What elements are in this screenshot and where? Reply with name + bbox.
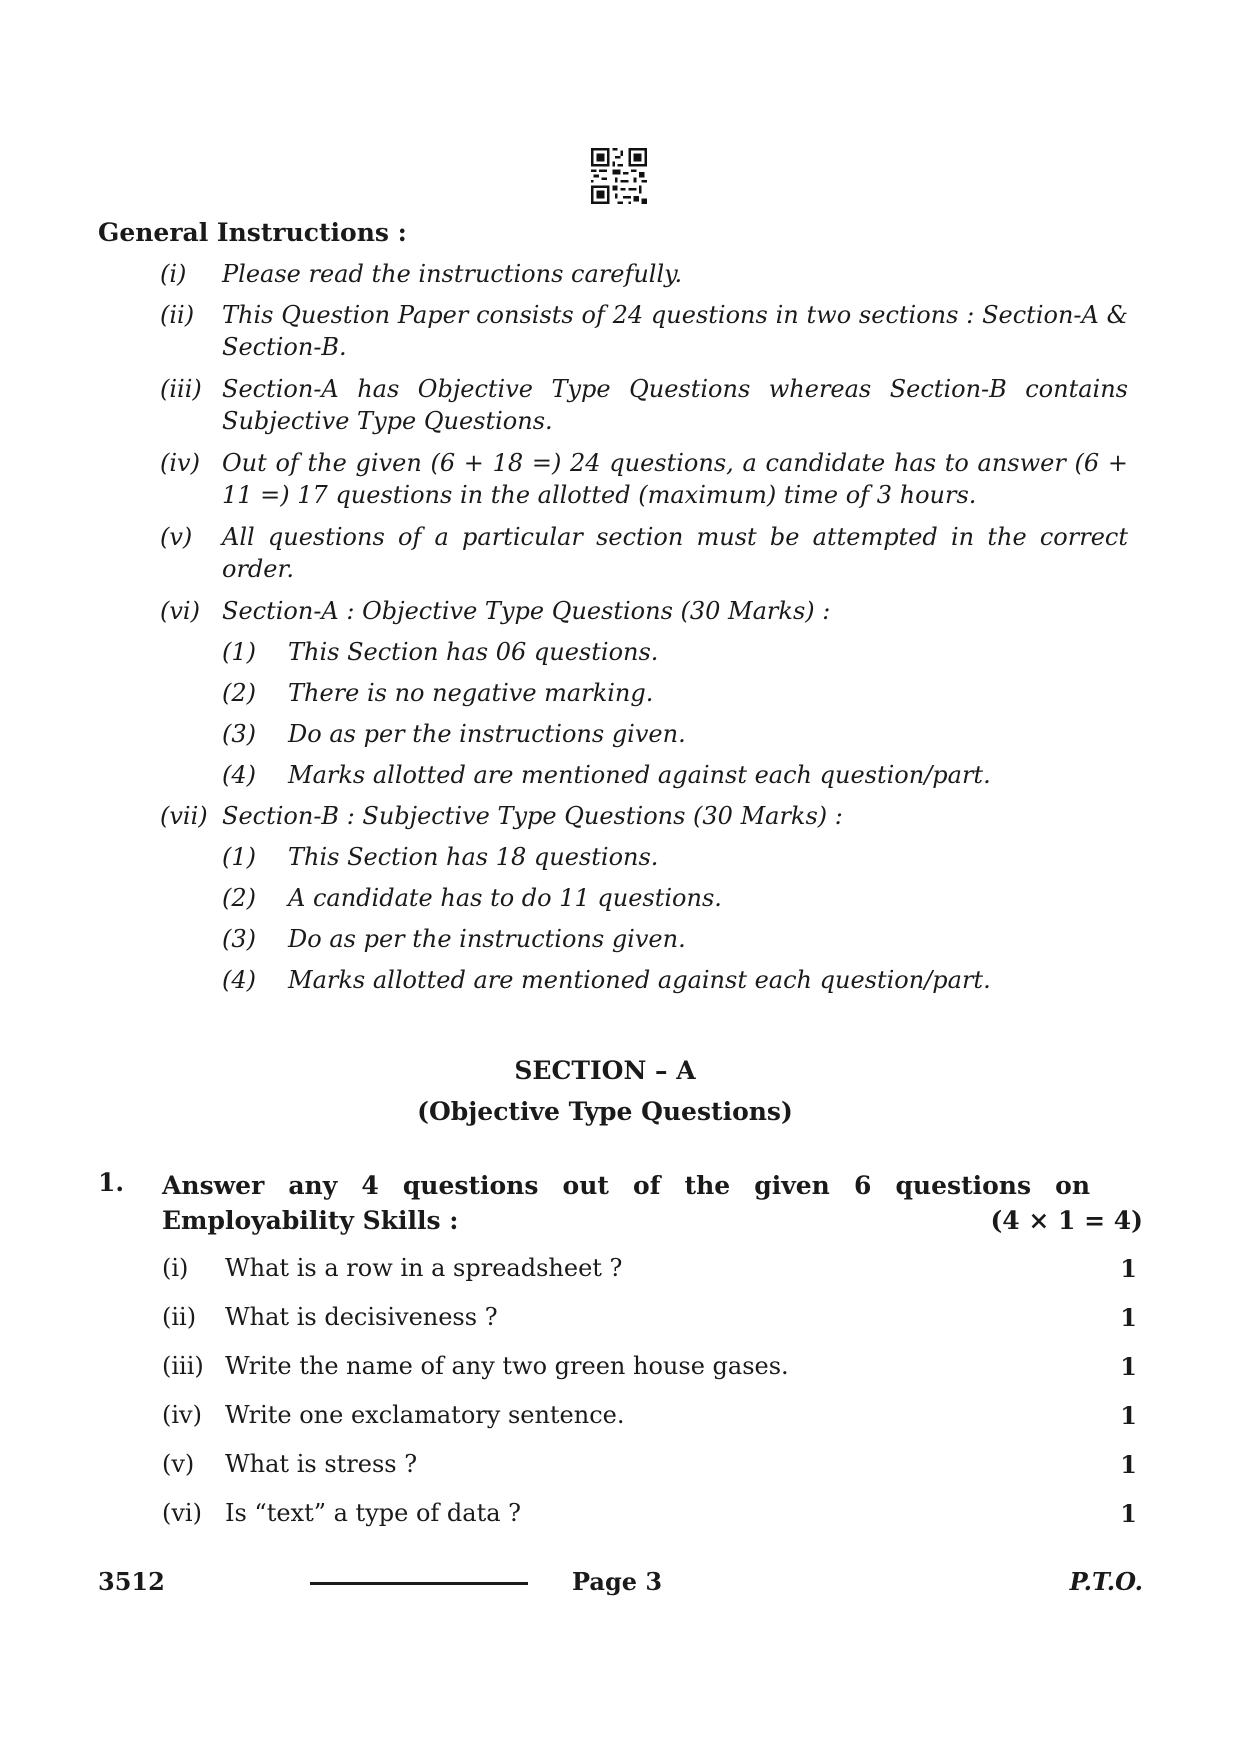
part-text: Write one exclamatory sentence. xyxy=(225,1401,625,1429)
part-text: What is decisiveness ? xyxy=(225,1303,498,1331)
instruction-number: (vii) xyxy=(160,802,208,830)
part-mark: 1 xyxy=(1120,1499,1137,1528)
part-number: (i) xyxy=(162,1254,189,1282)
instruction-number: (iii) xyxy=(160,375,202,403)
part-text: What is a row in a spreadsheet ? xyxy=(225,1254,623,1282)
section-a-point-number: (1) xyxy=(222,638,256,666)
section-a-point-text: Do as per the instructions given. xyxy=(288,720,686,748)
instruction-text: Please read the instructions carefully. xyxy=(222,260,683,288)
section-b-point-text: A candidate has to do 11 questions. xyxy=(288,884,722,912)
section-b-point-number: (3) xyxy=(222,925,256,953)
part-mark: 1 xyxy=(1120,1450,1137,1479)
page-number: Page 3 xyxy=(572,1567,663,1596)
section-a-point-text: This Section has 06 questions. xyxy=(288,638,659,666)
section-b-point-text: Do as per the instructions given. xyxy=(288,925,686,953)
section-b-point-text: Marks allotted are mentioned against each question/part. xyxy=(288,966,991,994)
section-b-point-number: (1) xyxy=(222,843,256,871)
part-mark: 1 xyxy=(1120,1352,1137,1381)
footer-divider xyxy=(310,1582,528,1585)
general-instructions-heading: General Instructions : xyxy=(98,218,407,247)
instruction-number: (iv) xyxy=(160,449,200,477)
question-marks: (4 × 1 = 4) xyxy=(990,1206,1143,1235)
instruction-text: This Question Paper consists of 24 questions in two sections : Section-A & Section-B. xyxy=(222,301,1128,361)
instruction-number: (vi) xyxy=(160,597,200,625)
instruction-text: Out of the given (6 + 18 =) 24 questions, a candidate has to answer (6 + 11 =) 17 questions in the allotted (maximum) time of 3 hours. xyxy=(222,449,1128,509)
part-number: (v) xyxy=(162,1450,195,1478)
section-a-point-number: (4) xyxy=(222,761,256,789)
instruction-text: Section-B : Subjective Type Questions (30 Marks) : xyxy=(222,802,843,830)
paper-code: 3512 xyxy=(98,1567,165,1596)
question-number: 1. xyxy=(98,1168,125,1197)
section-b-point-number: (4) xyxy=(222,966,256,994)
part-text: What is stress ? xyxy=(225,1450,418,1478)
instruction-text: All questions of a particular section must be attempted in the correct order. xyxy=(222,523,1128,583)
section-b-point-text: This Section has 18 questions. xyxy=(288,843,659,871)
section-a-point-number: (2) xyxy=(222,679,256,707)
section-subtitle: (Objective Type Questions) xyxy=(417,1097,793,1126)
section-a-point-text: Marks allotted are mentioned against each question/part. xyxy=(288,761,991,789)
part-text: Write the name of any two green house gases. xyxy=(225,1352,789,1380)
instruction-number: (i) xyxy=(160,260,187,288)
part-text: Is “text” a type of data ? xyxy=(225,1499,522,1527)
section-b-point-number: (2) xyxy=(222,884,256,912)
part-mark: 1 xyxy=(1120,1401,1137,1430)
instruction-text: Section-A : Objective Type Questions (30 Marks) : xyxy=(222,597,831,625)
instruction-number: (v) xyxy=(160,523,193,551)
question-heading: Answer any 4 questions out of the given 6 questions on xyxy=(162,1171,1090,1200)
part-number: (iii) xyxy=(162,1352,204,1380)
qr-code xyxy=(591,148,647,204)
part-number: (iv) xyxy=(162,1401,202,1429)
section-a-point-number: (3) xyxy=(222,720,256,748)
part-mark: 1 xyxy=(1120,1254,1137,1283)
instruction-number: (ii) xyxy=(160,301,195,329)
part-number: (vi) xyxy=(162,1499,202,1527)
section-title: SECTION – A xyxy=(514,1056,696,1085)
instruction-text: Section-A has Objective Type Questions whereas Section-B contains Subjective Type Questions. xyxy=(222,375,1128,435)
part-number: (ii) xyxy=(162,1303,197,1331)
section-a-point-text: There is no negative marking. xyxy=(288,679,654,707)
part-mark: 1 xyxy=(1120,1303,1137,1332)
question-heading-continued: Employability Skills : xyxy=(162,1206,459,1235)
please-turn-over: P.T.O. xyxy=(1069,1567,1143,1596)
